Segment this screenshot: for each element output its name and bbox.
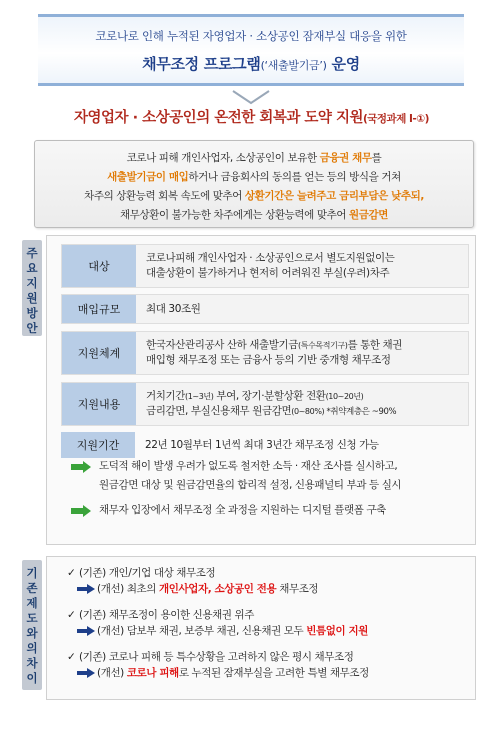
row-text-part: 부여, 장기·분할상환 전환 [213,389,326,402]
improved-line [67,623,475,639]
difference-item [67,565,475,597]
row-text-small: (0~80%) [291,406,325,416]
improved-text: (개선) [97,667,127,679]
header-title [38,53,464,74]
arrow-right-icon [71,505,91,517]
row-text-small: (특수목적기구) [298,341,348,350]
summary-line2 [35,168,473,187]
goal-main: 자영업자 · 소상공인의 온전한 회복과 도약 지원 [74,110,363,126]
summary-text: 차주의 상환능력 회복 속도에 맞추어 [84,190,245,202]
row-text-small: (1~3년) [184,391,214,401]
sidebar-char: 와 [26,626,38,640]
sidebar-char: 원 [26,291,38,305]
row-text: 최대 30조원 [146,302,201,315]
difference-panel [46,556,476,700]
improved-highlight: 개인사업자, 소상공인 전용 [158,583,277,595]
bullet-list [69,455,469,520]
bullet-text: 채무자 입장에서 채무조정 全 과정을 지원하는 디지털 플랫폼 구축 [99,504,386,516]
existing-text: (기존) 개인/기업 대상 채무조정 [79,567,216,579]
summary-text: 채무상환이 불가능한 차주에게는 상환능력에 맞추어 [119,209,350,221]
row-label: 매입규모 [62,295,136,323]
row-text-part: 금리감면, 부실신용채무 원금감면 [146,404,292,417]
existing-text: (기존) 채무조정이 용이한 신용채권 위주 [79,609,255,621]
row-text: 매입형 채무조정 또는 금융사 등의 기반 중개형 채무조정 [146,354,391,366]
summary-highlight: 금융권 채무 [319,152,372,164]
improved-text: 채무조정 [276,583,319,595]
summary-box [34,140,474,228]
sidebar-char: 차 [26,656,38,670]
sidebar-char: 기 [26,566,38,580]
main-plan-panel [46,235,476,545]
sidebar-char: 이 [26,671,38,685]
sidebar-char: 의 [26,641,38,655]
sidebar-difference [22,560,42,690]
row-support-system [61,331,469,375]
row-label: 지원체계 [62,332,136,374]
sidebar-main-plan [22,240,42,336]
row-value [146,383,464,425]
chevron-down-icon [231,88,271,106]
improved-text: (개선) 최초의 [97,583,159,595]
row-label: 대상 [62,245,136,287]
sidebar-char: 주 [26,246,38,260]
arrow-right-icon [77,668,95,678]
improved-line [67,581,475,597]
row-text-part: 한국자산관리공사 산하 새출발기금 [146,339,299,351]
row-text [146,404,464,420]
row-text-part: 를 통한 채권 [347,339,403,351]
arrow-right-icon [77,584,95,594]
row-value [146,245,464,287]
row-label: 지원내용 [62,383,136,425]
row-value [146,295,464,323]
row-text [146,338,464,353]
bullet-text: 원금감면 대상 및 원금감면율의 합리적 설정, 신용패널티 부과 등 실시 [99,479,402,491]
summary-highlight: 원금감면 [349,209,389,221]
sidebar-char: 제 [26,596,38,610]
check-icon: ✓ [67,651,76,663]
goal-sub: (국정과제 Ⅰ-①) [362,113,429,125]
bullet-item [69,457,469,495]
row-text-part: 거치기간 [146,389,185,402]
row-value [146,332,464,374]
row-text [146,389,464,404]
sidebar-char: 안 [26,321,38,335]
header-line1: 코로나로 인해 누적된 자영업자 · 소상공인 잠재부실 대응을 위한 [95,29,407,43]
arrow-right-icon [71,461,91,473]
summary-text: 하거나 금융회사의 동의를 얻는 등의 방식을 거쳐 [188,171,401,183]
row-text: 코로나피해 개인사업자 · 소상공인으로서 별도지원없이는 [146,252,395,264]
header-title-main: 채무조정 프로그램 [142,55,261,73]
sidebar-char: 방 [26,306,38,320]
existing-text: (기존) 코로나 피해 등 특수상황을 고려하지 않은 평시 채무조정 [79,651,354,663]
existing-line [67,649,475,665]
sidebar-char: 지 [26,276,38,290]
summary-line4 [35,206,473,225]
improved-text: (개선) 담보부 채권, 보증부 채권, 신용채권 모두 [97,625,307,637]
improved-highlight: 코로나 피해 [126,667,179,679]
row-target [61,244,469,288]
row-text: 대출상환이 불가하거나 현저히 어려워진 부실(우려)차주 [146,267,390,279]
summary-text: 를 [371,152,382,164]
summary-highlight: 상환기간은 늘려주고 금리부담은 낮추되, [244,190,424,202]
improved-line [67,665,475,681]
header-title-sub: (‘새출발기금’) [260,59,327,72]
row-support-content [61,382,469,426]
sidebar-char: 도 [26,611,38,625]
difference-item [67,607,475,639]
arrow-right-icon [77,626,95,636]
check-icon: ✓ [67,609,76,621]
summary-line1 [35,149,473,168]
program-header [38,14,464,86]
row-purchase-scale [61,294,469,324]
difference-item [67,649,475,681]
existing-line [67,607,475,623]
row-text-small: (10~20년) [325,391,364,401]
check-icon: ✓ [67,567,76,579]
bullet-item [69,501,469,520]
row-text: 22년 10월부터 1년씩 최대 3년간 채무조정 신청 가능 [145,438,379,451]
row-text-note: *취약계층은 ~90% [324,406,397,417]
summary-line3 [35,187,473,206]
row-label: 지원기간 [61,432,135,458]
existing-line [67,565,475,581]
header-title-end: 운영 [326,55,360,73]
bullet-text: 도덕적 해이 발생 우려가 없도록 철저한 소득 · 재산 조사를 실시하고, [99,460,398,472]
summary-highlight: 새출발기금이 매입 [107,171,189,183]
summary-text: 코로나 피해 개인사업자, 소상공인이 보유한 [126,152,320,164]
goal-title [0,106,503,127]
improved-text: 로 누적된 잠재부실을 고려한 특별 채무조정 [178,667,369,679]
sidebar-char: 존 [26,581,38,595]
sidebar-char: 요 [26,261,38,275]
improved-highlight: 빈틈없이 지원 [306,625,368,637]
